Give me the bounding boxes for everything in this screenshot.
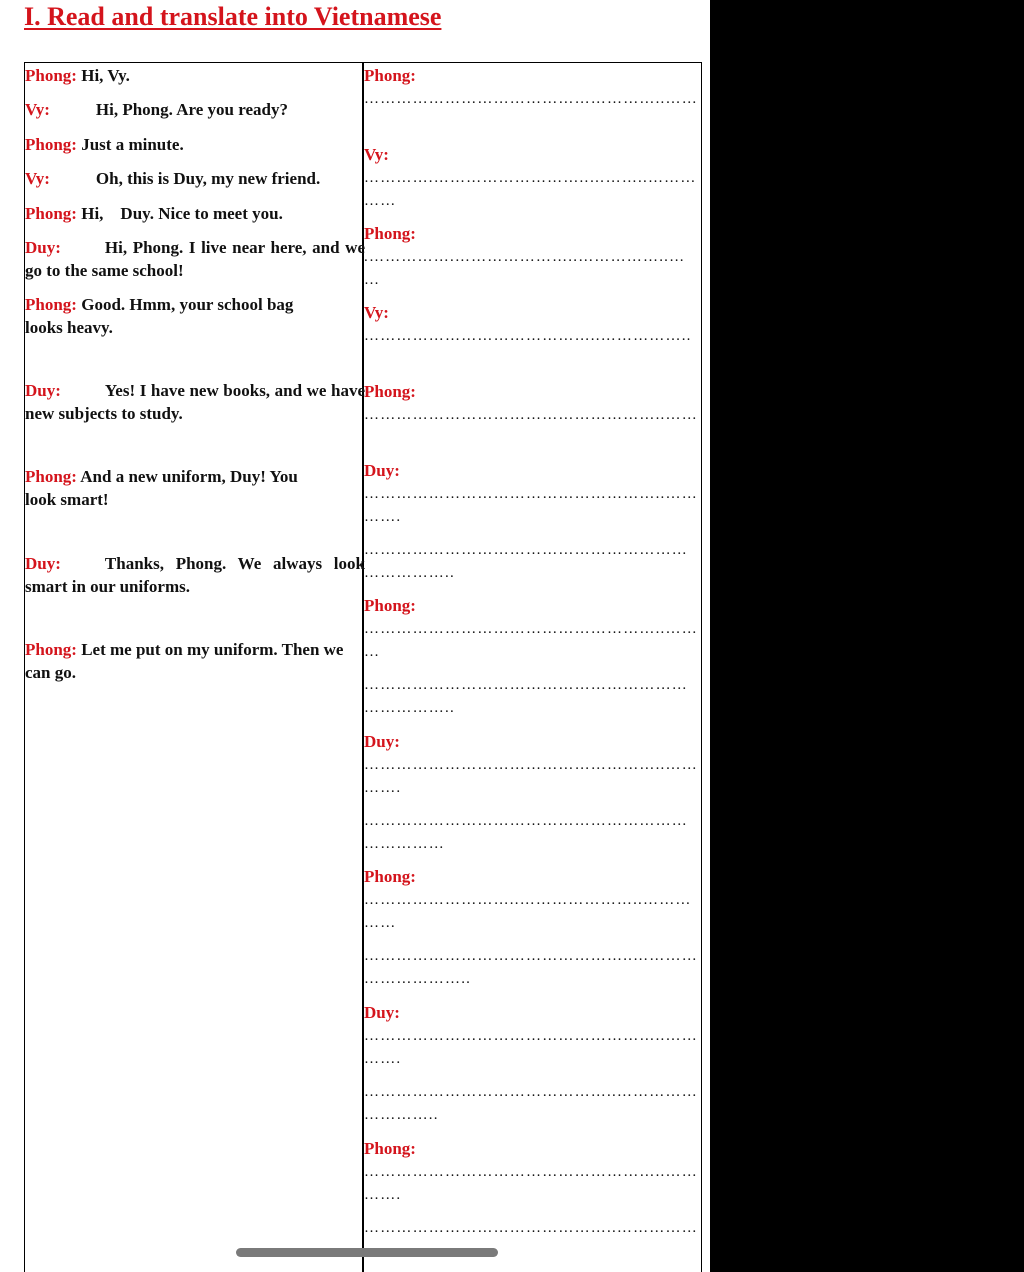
translation-speaker: Phong: bbox=[364, 867, 416, 886]
translation-blank[interactable]: ………………………..…………………..…………… bbox=[364, 892, 692, 931]
line-text: Hi, Vy. bbox=[81, 66, 130, 85]
dialogue-line bbox=[25, 294, 325, 339]
speaker-label: Duy: bbox=[25, 381, 61, 400]
translation-blank[interactable]: ………………………………………………..…… bbox=[364, 407, 698, 423]
speaker-label: Duy: bbox=[25, 554, 61, 573]
translation-speaker: Phong: bbox=[364, 382, 416, 401]
translation-speaker: Phong: bbox=[364, 224, 416, 243]
translation-speaker: Vy: bbox=[364, 145, 389, 164]
page-title: I. Read and translate into Vietnamese bbox=[24, 2, 442, 31]
line-text: Oh, this is Duy, my new friend. bbox=[95, 169, 321, 188]
translation-blank[interactable]: ………………………………………..…………… bbox=[364, 1220, 698, 1236]
line-text: Yes! I have new books, and we have new subjects to study. bbox=[25, 381, 365, 423]
translation-blank[interactable]: ………………………………………………..…………. bbox=[364, 757, 698, 796]
translation-blank[interactable]: ………………………………………………………………….. bbox=[364, 542, 688, 581]
line-text: Good. Hmm, your school bag looks heavy. bbox=[25, 295, 294, 337]
line-text: Just a minute. bbox=[81, 135, 184, 154]
speaker-label: Duy: bbox=[25, 238, 61, 257]
translation-speaker: Phong: bbox=[364, 1139, 416, 1158]
dialogue-line bbox=[25, 203, 365, 226]
speaker-label: Phong: bbox=[25, 295, 77, 314]
horizontal-scrollbar[interactable] bbox=[236, 1248, 498, 1257]
dialogue-line bbox=[25, 553, 365, 598]
translation-blank[interactable]: …………………………………………..………………………….. bbox=[364, 948, 698, 987]
dialogue-line bbox=[25, 639, 350, 684]
dialogue-line bbox=[25, 237, 365, 282]
speaker-label: Phong: bbox=[25, 467, 77, 486]
translation-blank[interactable]: ………….………………………..………..…………… bbox=[364, 170, 697, 209]
line-text: Let me put on my uniform. Then we can go. bbox=[25, 640, 344, 682]
translation-speaker: Phong: bbox=[364, 66, 416, 85]
translation-blank[interactable]: ………………………………………………..…………. bbox=[364, 486, 698, 525]
line-text: Hi, Phong. Are you ready? bbox=[95, 100, 288, 119]
speaker-label: Phong: bbox=[25, 204, 77, 223]
dialogue-line bbox=[25, 380, 365, 425]
translation-blank[interactable]: .…………….…………………..……………..…… bbox=[364, 249, 686, 288]
speaker-label: Phong: bbox=[25, 66, 77, 85]
translation-speaker: Duy: bbox=[364, 461, 400, 480]
speaker-label: Vy: bbox=[25, 169, 50, 188]
translation-speaker: Duy: bbox=[364, 1003, 400, 1022]
translation-blank[interactable]: ………………………………………………………………… bbox=[364, 813, 688, 852]
dialogue-line bbox=[25, 134, 365, 157]
translation-blank[interactable]: ………………………………………………..…………. bbox=[364, 1028, 698, 1067]
translation-speaker: Duy: bbox=[364, 732, 400, 751]
translation-blank[interactable]: ………………………………………………..……… bbox=[364, 621, 698, 660]
translation-blank[interactable]: ……………………………………..…………….. bbox=[364, 328, 692, 344]
translation-speaker: Vy: bbox=[364, 303, 389, 322]
speaker-label: Vy: bbox=[25, 100, 50, 119]
dialogue-line bbox=[25, 466, 330, 511]
line-text: Hi, Duy. Nice to meet you. bbox=[81, 204, 283, 223]
dialogue-line bbox=[25, 65, 365, 88]
line-text: Thanks, Phong. We always look smart in our uniforms. bbox=[25, 554, 365, 596]
speaker-label: Phong: bbox=[25, 640, 77, 659]
dialogue-line bbox=[25, 99, 365, 122]
line-text: Hi, Phong. I live near here, and we go to the same school! bbox=[25, 238, 365, 280]
translation-blank[interactable]: ………………………………………………………………….. bbox=[364, 677, 688, 716]
translation-speaker: Phong: bbox=[364, 596, 416, 615]
translation-table bbox=[24, 62, 702, 1272]
speaker-label: Phong: bbox=[25, 135, 77, 154]
line-text: And a new uniform, Duy! You look smart! bbox=[25, 467, 298, 509]
black-margin bbox=[710, 0, 1024, 1272]
translation-blank[interactable]: ………………………………………………..…………. bbox=[364, 1164, 698, 1203]
translation-blank[interactable]: ………………………………………..……………………….. bbox=[364, 1084, 698, 1123]
translation-blank[interactable]: ………………………………………………..…… bbox=[364, 91, 698, 107]
dialogue-line bbox=[25, 168, 365, 191]
